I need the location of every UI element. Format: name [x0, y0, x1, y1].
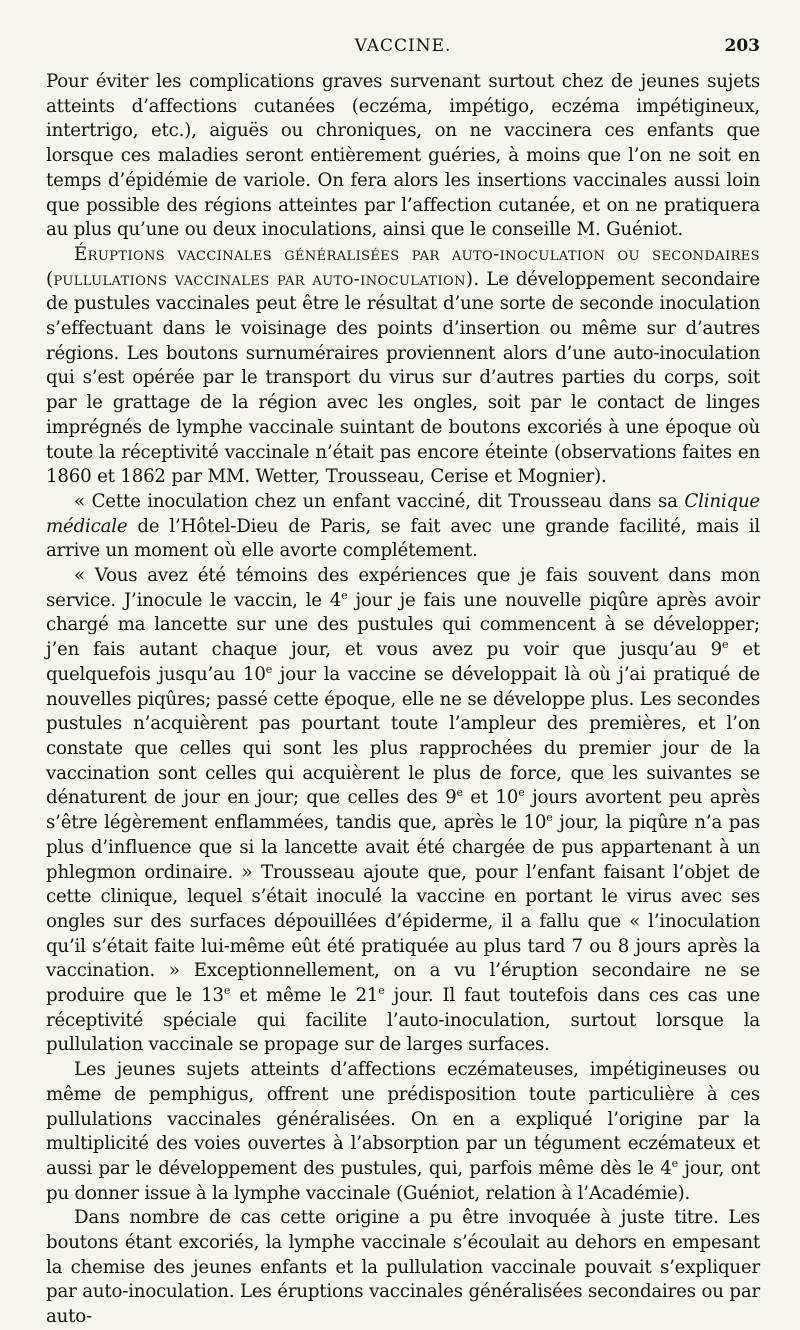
paragraph-3	[46, 490, 760, 564]
paragraph-4	[46, 564, 760, 1058]
superscript: e	[378, 983, 385, 997]
paragraph-4-text-g: jour, la piqûre n’a pas plus d’influence que si la lancette avait été chargée de pus appartenant à un phlegmon ordinaire. » Trousseau ajoute que, pour l’enfant faisant l’objet de cette clinique, lequel s’était inoculé la vaccine en portant le virus avec ses ongles sur des surfaces dépouillées d’épiderme, il a fallu que « l’inoculation qu’il s’était faite lui-même eût été pratiquée au plus tard 7 ou 8 jours après la vaccination. » Exceptionnellement, on a vu l’éruption secondaire ne se produire que le 13	[46, 812, 760, 1007]
paragraph-5	[46, 1058, 760, 1206]
paragraph-3-text-a: « Cette inoculation chez un enfant vacciné, dit Trousseau dans sa	[74, 490, 685, 512]
paragraph-4-text-i: jour. Il faut toutefois dans ces cas une réceptivité spéciale qui facilite l’auto-inoculation, surtout lorsque la pullulation vaccinale se propage sur de larges surfaces.	[46, 985, 761, 1056]
paragraph-4-text-a: « Vous avez été témoins des expériences que je fais souvent dans mon service. J’inocule le vaccin, le 4	[46, 565, 760, 611]
book-title-italic: Clinique médicale	[46, 490, 760, 537]
superscript: e	[265, 662, 273, 676]
paragraph-4-text-d: jour la vaccine se développait là où j’ai pratiqué de nouvelles piqûres; passé cette époque, elle ne se développe plus. Les secondes pustules n’acquièrent pas pourtant toute l’ampleur des premières, et l’on constate que celles qui sont les plus rapprochées du premier jour de la vaccination sont celles qui acquièrent le plus de force, que les suivantes se dénaturent de jour en jour; que celles des 9	[46, 663, 760, 809]
superscript: e	[223, 983, 231, 997]
paragraph-1-text: Pour éviter les complications graves survenant surtout chez de jeunes sujets atteints d’affections cutanées (eczéma, impétigo, eczéma impétigineux, intertrigo, etc.), aiguës ou chroniques, on ne vaccinera ces enfants que lorsque ces maladies seront entièrement guéries, à moins que l’on ne soit en temps d’épidémie de variole. On fera alors les insertions vaccinales aussi loin que possible des régions atteintes par l’affection cutanée, et on ne pratiquera au plus qu’une ou deux inoculations, ainsi que le conseille M. Guéniot.	[46, 71, 760, 241]
page-header	[46, 30, 760, 58]
superscript: e	[456, 786, 463, 800]
paragraph-2-text: Le développement secondaire de pustules vaccinales peut être le résultat d’une sorte de seconde inoculation s’effectuant dans le voisinage des points d’insertion ou même sur d’autres régions. Les boutons surnuméraires proviennent alors d’une auto-inoculation qui s’est opérée par le transport du virus sur d’autres parties du corps, soit par le grattage de la région avec les ongles, soit par le contact de linges imprégnés de lymphe vaccinale suintant de boutons excoriés à une époque où toute la réceptivité vaccinale n’était pas encore éteinte (observations faites en 1860 et 1862 par MM. Wetter, Trousseau, Cerise et Mognier).	[46, 268, 760, 488]
paragraph-3-text-b: de l’Hôtel-Dieu de Paris, se fait avec une grande facilité, mais il arrive un moment où elle avorte complétement.	[46, 515, 760, 562]
paragraph-4-text-c: et quelquefois jusqu’au 10	[46, 639, 760, 685]
paragraph-4-text-e: et 10	[462, 787, 519, 809]
superscript: e	[518, 786, 525, 800]
section-heading: Éruptions vaccinales généralisées par auto-inoculation ou secondaires (pullulations vaccinales par auto-inoculation).	[46, 243, 760, 290]
paragraph-6-text: Dans nombre de cas cette origine a pu être invoquée à juste titre. Les boutons étant excoriés, la lymphe vaccinale s’écoulait au dehors en empesant la chemise des jeunes enfants et la pullulation vaccinale pouvait s’expliquer par auto-inoculation. Les éruptions vaccinales généralisées secondaires ou par auto-	[46, 1207, 760, 1328]
superscript: e	[341, 588, 348, 602]
paragraph-5-text-b: jour, ont pu donner issue à la lymphe vaccinale (Guéniot, relation à l’Académie).	[46, 1157, 760, 1204]
paragraph-6	[46, 1206, 760, 1330]
superscript: e	[671, 1156, 678, 1170]
paragraph-1	[46, 70, 760, 243]
superscript: e	[722, 638, 729, 652]
paragraph-4-text-f: jours avortent peu après s’être légèrement enflammées, tandis que, après le 10	[46, 787, 760, 834]
page-number: 203	[724, 36, 760, 56]
running-title: VACCINE.	[354, 36, 452, 56]
paragraph-4-text-b: jour je fais une nouvelle piqûre après avoir chargé ma lancette sur une des pustules qui commencent à se développer; j’en fais autant chaque jour, et vous avez pu voir que jusqu’au 9	[46, 589, 760, 661]
paragraph-4-text-h: et même le 21	[230, 985, 379, 1007]
paragraph-2	[46, 243, 760, 490]
body-text	[46, 70, 760, 1330]
paragraph-5-text-a: Les jeunes sujets atteints d’affections eczémateuses, impétigineuses ou même de pemphigus, offrent une prédisposition toute particulière à ces pullulations vaccinales généralisées. On en a expliqué l’origine par la multiplicité des voies ouvertes à l’absorption par un tégument eczémateux et aussi par le développement des pustules, qui, parfois même dès le 4	[46, 1059, 760, 1179]
superscript: e	[546, 811, 553, 825]
